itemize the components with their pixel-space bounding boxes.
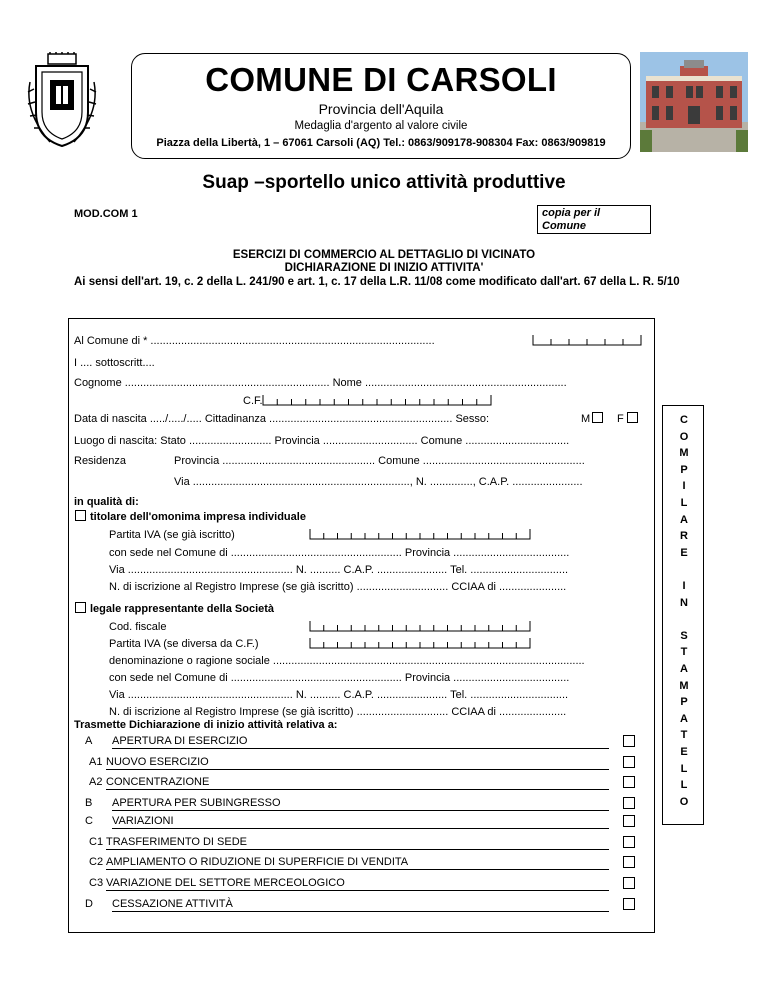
side-letter: P xyxy=(680,696,688,709)
form-heading-2: DICHIARAZIONE DI INIZIO ATTIVITA' xyxy=(284,262,484,274)
option-checkbox[interactable] xyxy=(623,856,635,868)
header-box xyxy=(131,53,631,159)
side-letter: M xyxy=(679,679,689,692)
option-label: APERTURA PER SUBINGRESSO xyxy=(112,797,284,809)
side-compilare-box xyxy=(662,405,704,825)
option-checkbox[interactable] xyxy=(623,877,635,889)
comune-crest-logo xyxy=(26,52,122,152)
option-checkbox[interactable] xyxy=(623,735,635,747)
side-letter: N xyxy=(680,596,688,609)
legal-reference: Ai sensi dell'art. 19, c. 2 della L. 241/90 e art. 1, c. 17 della L.R. 11/08 come modificato dall'art. 67 della L. R. 5/10 xyxy=(74,276,680,288)
side-letter: O xyxy=(679,430,689,443)
sex-f-label: F xyxy=(617,413,624,425)
option-checkbox[interactable] xyxy=(623,756,635,768)
option-code: A2 xyxy=(89,776,103,788)
suap-heading: Suap –sportello unico attività produttive xyxy=(202,172,566,193)
luogo-nascita-field[interactable]: Luogo di nascita: Stato ........................... Provincia ............................... Comune .................................. xyxy=(74,435,570,447)
option-checkbox[interactable] xyxy=(623,797,635,809)
option-label: APERTURA DI ESERCIZIO xyxy=(112,735,251,747)
option-checkbox[interactable] xyxy=(623,898,635,910)
comune-title: COMUNE DI CARSOLI xyxy=(205,61,557,98)
option-fill-line xyxy=(112,814,609,829)
option-code: C2 xyxy=(89,856,104,868)
side-letter: A xyxy=(680,513,688,526)
option-label: TRASFERIMENTO DI SEDE xyxy=(106,836,250,848)
option-checkbox[interactable] xyxy=(623,815,635,827)
option-label: CONCENTRAZIONE xyxy=(106,776,212,788)
residenza-provincia-field[interactable]: Provincia .................................................. Comune ..................................................... xyxy=(174,455,585,467)
option-code: D xyxy=(85,898,93,910)
codfisc-label: Cod. fiscale xyxy=(109,621,167,633)
side-letter: L xyxy=(680,497,688,509)
option-label: AMPLIAMENTO O RIDUZIONE DI SUPERFICIE DI VENDITA xyxy=(106,856,411,868)
option-label: VARIAZIONE DEL SETTORE MERCEOLOGICO xyxy=(106,877,348,889)
via2-field[interactable]: Via ...................................................... N. .......... C.A.P. ....................... Tel. ................................ xyxy=(109,689,569,701)
via1-field[interactable]: Via ...................................................... N. .......... C.A.P. ....................... Tel. ................................ xyxy=(109,564,569,576)
nascita-field[interactable]: Data di nascita ...../...../..... Cittadinanza ............................................................ Sesso: xyxy=(74,413,490,425)
sex-m-checkbox[interactable] xyxy=(592,412,603,423)
option-checkbox[interactable] xyxy=(623,836,635,848)
option-label: NUOVO ESERCIZIO xyxy=(106,756,212,768)
sottoscritto-field[interactable]: I .... sottoscritt.... xyxy=(74,357,155,369)
legale-checkbox[interactable] xyxy=(75,602,86,613)
side-letter: T xyxy=(680,729,688,742)
piva2-label: Partita IVA (se diversa da C.F.) xyxy=(109,638,259,650)
residenza-via-field[interactable]: Via ......................................................................., N. .............., C.A.P. ....................... xyxy=(174,476,583,488)
side-letter: E xyxy=(680,546,688,559)
denominazione-field[interactable]: denominazione o ragione sociale ...................................................................................................... xyxy=(109,655,585,667)
comune-code-comb[interactable] xyxy=(532,333,642,347)
side-letter: P xyxy=(680,463,688,476)
medal-line: Medaglia d'argento al valore civile xyxy=(294,120,468,132)
side-letter: A xyxy=(680,663,688,675)
sede2-field[interactable]: con sede nel Comune di ........................................................ Provincia ...................................... xyxy=(109,672,570,684)
option-checkbox[interactable] xyxy=(623,776,635,788)
piva1-label: Partita IVA (se già iscritto) xyxy=(109,529,235,541)
side-letter: I xyxy=(682,480,686,493)
side-letter: L xyxy=(680,762,688,775)
sex-f-checkbox[interactable] xyxy=(627,412,638,423)
option-code: C1 xyxy=(89,836,104,848)
option-code: B xyxy=(85,797,93,809)
cf-label: C.F. xyxy=(243,395,263,407)
trasmette-label: Trasmette Dichiarazione di inizio attività relativa a: xyxy=(74,719,338,731)
side-letter: R xyxy=(680,530,688,543)
form-heading-1: ESERCIZI DI COMMERCIO AL DETTAGLIO DI VICINATO xyxy=(232,249,536,261)
option-label: VARIAZIONI xyxy=(112,815,177,827)
side-letter: T xyxy=(680,646,688,659)
sede1-field[interactable]: con sede nel Comune di ........................................................ Provincia ...................................... xyxy=(109,547,570,559)
codfisc-comb[interactable] xyxy=(309,619,531,633)
option-label: CESSAZIONE ATTIVITÀ xyxy=(112,898,236,910)
sex-m-label: M xyxy=(581,413,591,425)
legale-label: legale rappresentante della Società xyxy=(90,603,275,615)
registro2-field[interactable]: N. di iscrizione al Registro Imprese (se già iscritto) .............................. CCIAA di ...................... xyxy=(109,706,567,718)
cf-comb[interactable] xyxy=(262,393,492,407)
in-qualita-label: in qualità di: xyxy=(74,496,139,508)
mod-code: MOD.COM 1 xyxy=(74,208,138,220)
side-letter: L xyxy=(680,779,688,792)
piva2-comb[interactable] xyxy=(309,636,531,650)
side-letter: C xyxy=(680,414,688,426)
residenza-label: Residenza xyxy=(74,455,126,467)
piva1-comb[interactable] xyxy=(309,527,531,541)
option-code: C xyxy=(85,815,93,827)
registro1-field[interactable]: N. di iscrizione al Registro Imprese (se già iscritto) .............................. CCIAA di ...................... xyxy=(109,581,567,593)
side-letter: M xyxy=(679,447,689,460)
option-code: A1 xyxy=(89,756,103,768)
copia-box: copia per il Comune xyxy=(537,205,651,234)
option-code: C3 xyxy=(89,877,104,889)
address-line: Piazza della Libertà, 1 – 67061 Carsoli (AQ) Tel.: 0863/909178-908304 Fax: 0863/909819 xyxy=(156,137,606,149)
side-letter: E xyxy=(680,746,688,758)
titolare-checkbox[interactable] xyxy=(75,510,86,521)
al-comune-field[interactable]: Al Comune di * ............................................................................................. xyxy=(74,335,435,347)
town-hall-photo xyxy=(640,52,748,152)
option-code: A xyxy=(85,735,93,747)
cognome-nome-field[interactable]: Cognome ................................................................... Nome .................................................................. xyxy=(74,377,567,389)
side-letter: A xyxy=(680,712,688,725)
side-letter: S xyxy=(680,629,688,642)
side-letter: I xyxy=(682,580,686,592)
province-line: Provincia dell'Aquila xyxy=(318,101,444,117)
form-box xyxy=(68,318,655,933)
side-letter: O xyxy=(679,795,689,808)
titolare-label: titolare dell'omonima impresa individuale xyxy=(90,511,306,523)
